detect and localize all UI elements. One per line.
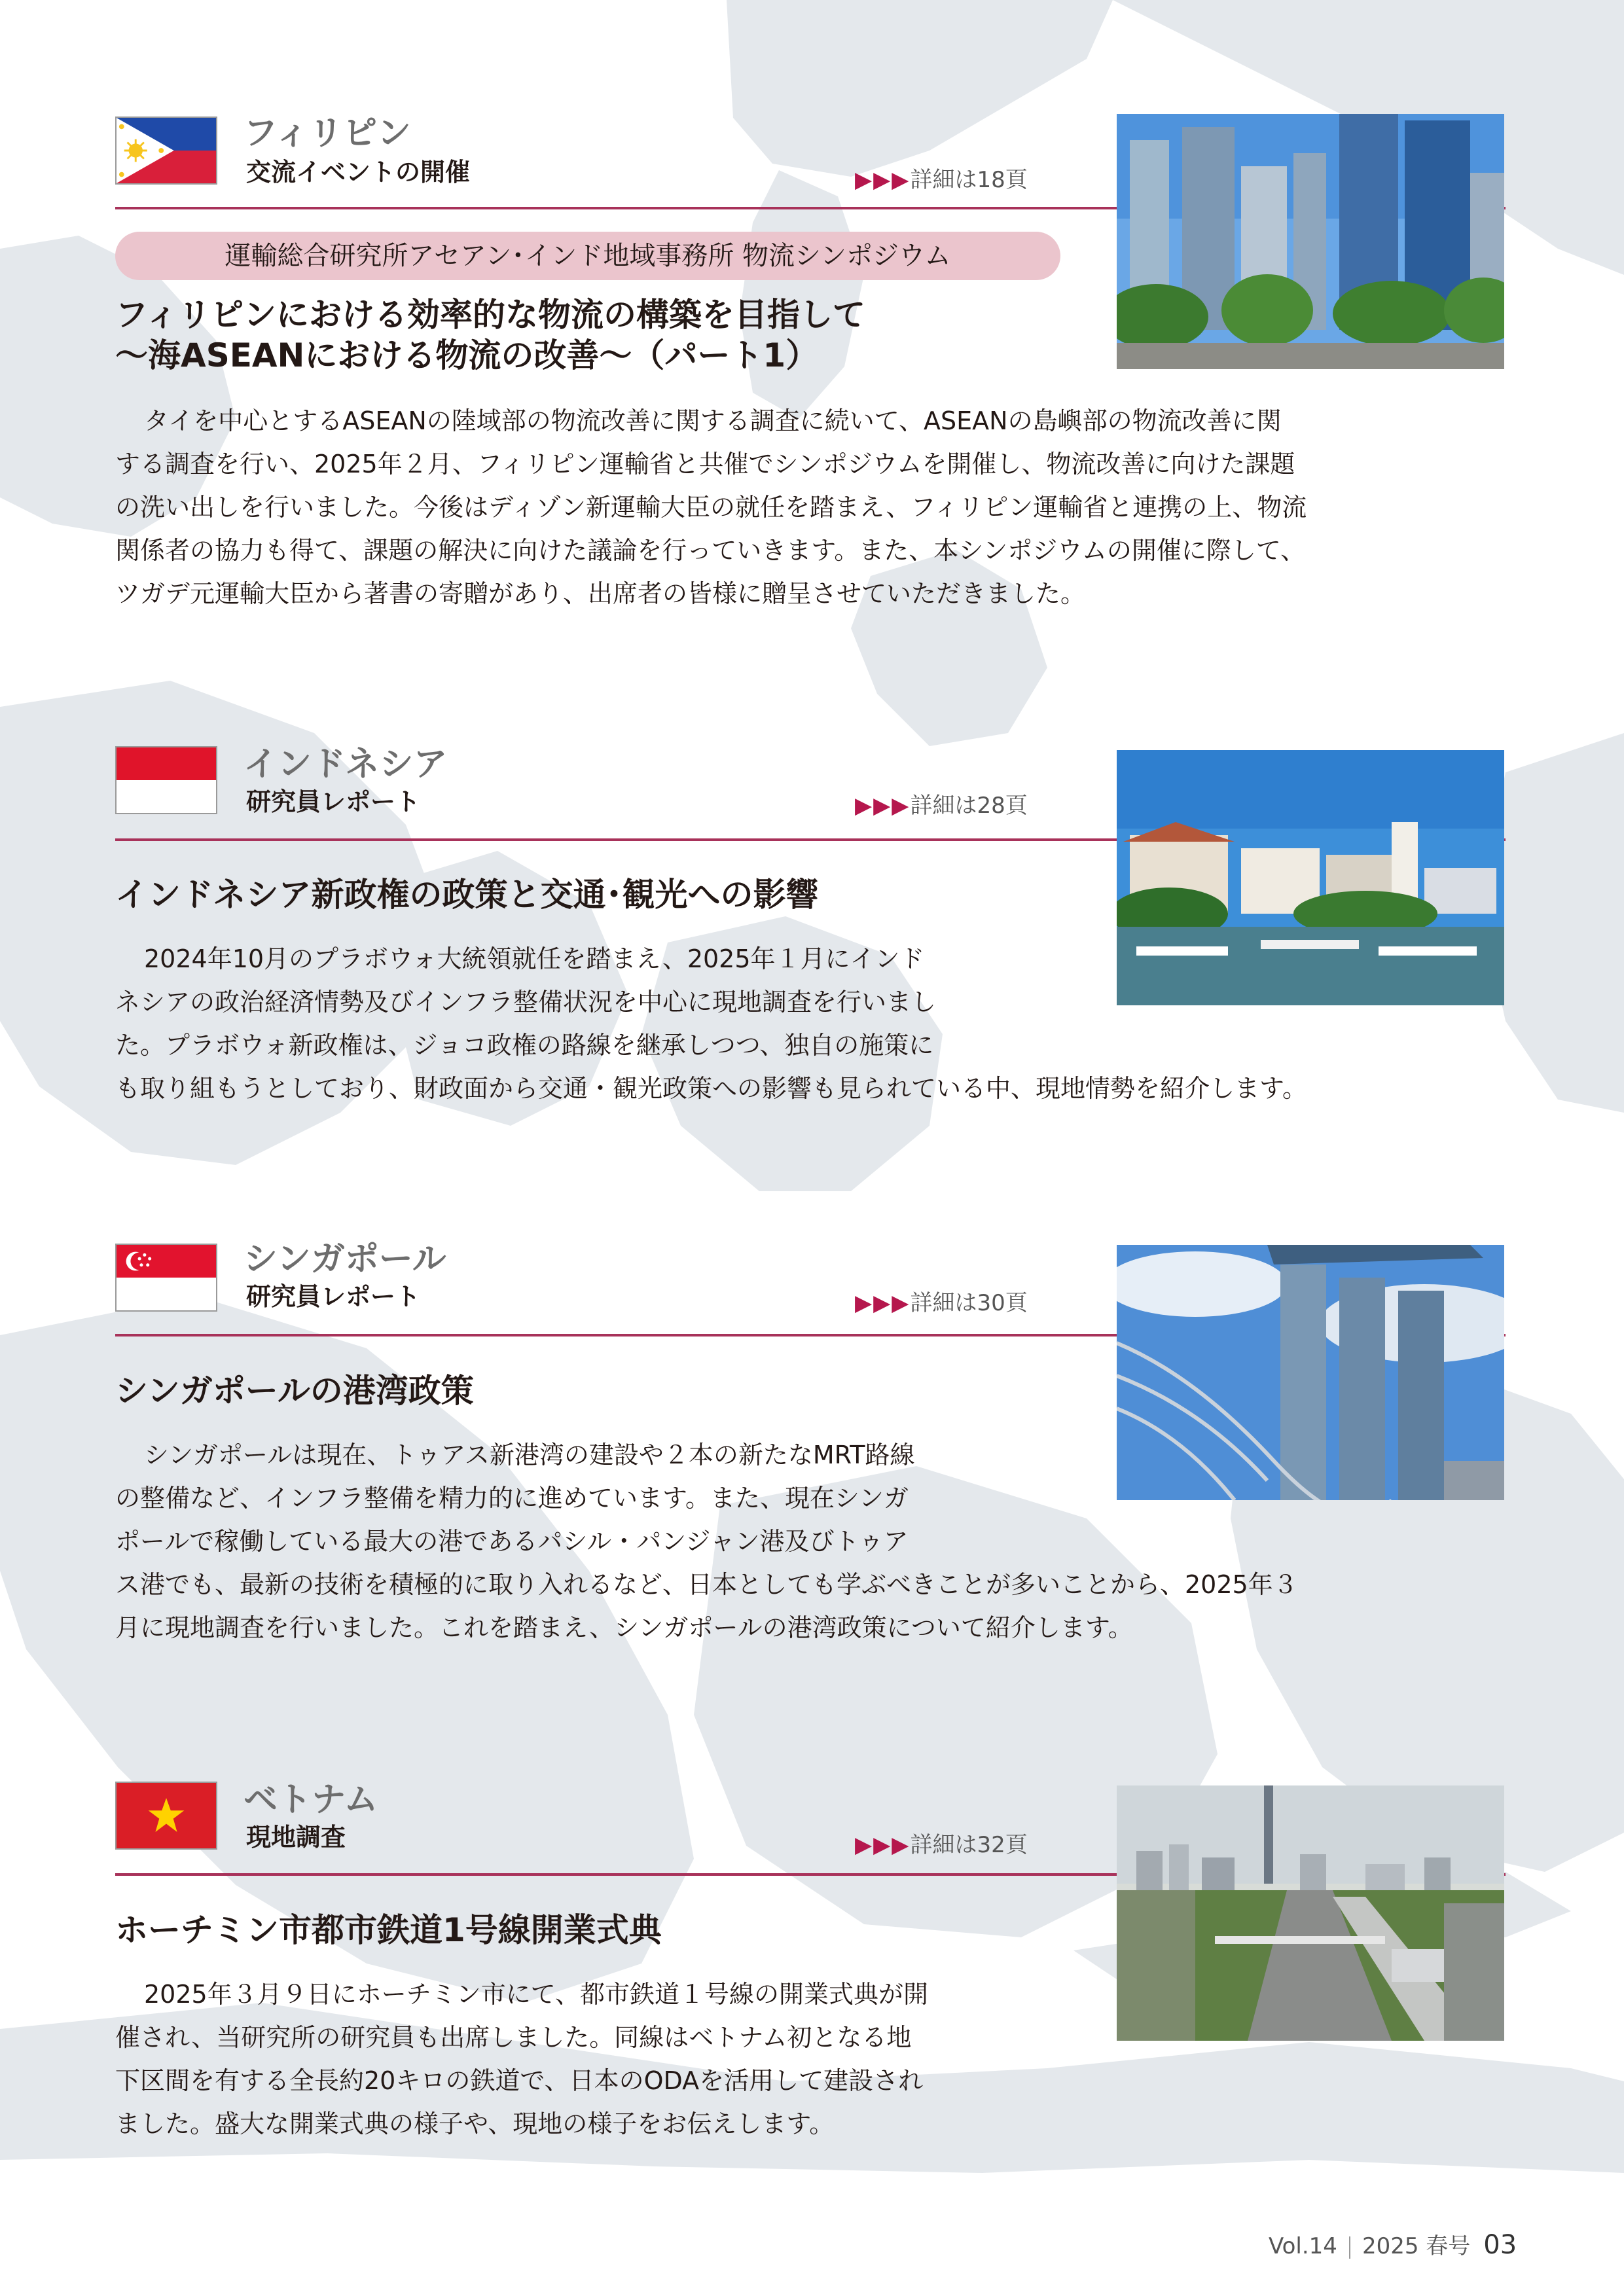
body-line: シンガポールは現在、トゥアス新港湾の建設や２本の新たなMRT路線 xyxy=(144,1441,915,1469)
detail-page-link[interactable] xyxy=(855,795,1071,817)
body-line: ました。盛大な開業式典の様子や、現地の様子をお伝えします。 xyxy=(115,2109,835,2138)
triple-arrow-icon: ▶▶▶ xyxy=(855,167,911,193)
singapore-flag-icon xyxy=(115,1244,217,1312)
detail-page-label: 詳細は18頁 xyxy=(910,167,1028,193)
body-line: の整備など、インフラ整備を精力的に進めています。また、現在シンガ xyxy=(115,1484,909,1513)
footer-divider xyxy=(1349,2236,1350,2259)
section-subtitle: 交流イベントの開催 xyxy=(246,158,471,187)
body-line: も取り組もうとしており、財政面から交通・観光政策への影響も見られている中、現地情勢を紹介します。 xyxy=(115,1074,1307,1103)
body-line: ネシアの政治経済情勢及びインフラ整備状況を中心に現地調査を行いまし xyxy=(115,988,937,1016)
body-line: た。プラボウォ新政権は、ジョコ政権の路線を継承しつつ、独自の施策に xyxy=(115,1031,934,1060)
section-subtitle: 現地調査 xyxy=(246,1823,346,1852)
page-number: 03 xyxy=(1483,2230,1517,2260)
article-body xyxy=(115,1433,1298,1649)
triple-arrow-icon: ▶▶▶ xyxy=(855,1832,911,1858)
triple-arrow-icon: ▶▶▶ xyxy=(855,793,911,819)
article-headline xyxy=(115,1910,662,1950)
country-name: インドネシア xyxy=(244,745,448,784)
body-line: ツガデ元運輸大臣から著書の寄贈があり、出席者の皆様に贈呈させていただきました。 xyxy=(115,579,1086,608)
country-name: シンガポール xyxy=(244,1240,446,1279)
volume-label: Vol.14 xyxy=(1269,2233,1337,2259)
triple-arrow-icon: ▶▶▶ xyxy=(855,1290,911,1316)
headline-line: フィリピンにおける効率的な物流の構築を目指して xyxy=(115,296,865,334)
body-line: 2024年10月のプラボウォ大統領就任を踏まえ、2025年１月にインド xyxy=(144,944,925,973)
body-line: する調査を行い、2025年２月、フィリピン運輸省と共催でシンポジウムを開催し、物流改善に向けた課題 xyxy=(115,450,1295,478)
article-body xyxy=(115,937,1307,1110)
detail-page-link[interactable] xyxy=(855,1292,1071,1314)
headline-line: インドネシア新政権の政策と交通･観光への影響 xyxy=(115,876,819,914)
detail-page-label: 詳細は32頁 xyxy=(910,1832,1028,1858)
section-subtitle: 研究員レポート xyxy=(246,787,421,816)
country-name: フィリピン xyxy=(244,114,411,153)
ho-chi-minh-metro-photo xyxy=(1117,1785,1504,2041)
detail-page-link[interactable] xyxy=(855,169,1071,191)
body-line: 関係者の協力も得て、課題の解決に向けた議論を行っていきます。また、本シンポジウムの開催に際して、 xyxy=(115,536,1306,565)
detail-page-label: 詳細は30頁 xyxy=(910,1290,1028,1316)
body-line: の洗い出しを行いました。今後はディゾン新運輸大臣の就任を踏まえ、フィリピン運輸省と連携の上、物流 xyxy=(115,493,1307,522)
manila-skyline-photo xyxy=(1117,114,1504,369)
article-headline xyxy=(115,295,865,376)
detail-page-link[interactable] xyxy=(855,1834,1071,1856)
article-headline xyxy=(115,874,819,915)
event-name-pill: 運輸総合研究所アセアン･インド地域事務所 物流シンポジウム xyxy=(115,232,1060,280)
headline-line: 〜海ASEANにおける物流の改善〜（パート1） xyxy=(115,336,819,374)
article-headline xyxy=(115,1371,474,1411)
article-body xyxy=(115,399,1307,615)
country-name: ベトナム xyxy=(244,1780,378,1820)
page-footer xyxy=(1269,2228,1517,2260)
headline-line: ホーチミン市都市鉄道1号線開業式典 xyxy=(115,1911,662,1949)
body-line: 下区間を有する全長約20キロの鉄道で、日本のODAを活用して建設され xyxy=(115,2066,924,2095)
philippines-flag-icon xyxy=(115,117,217,185)
body-line: ポールで稼働している最大の港であるパシル・パンジャン港及びトゥア xyxy=(115,1527,909,1556)
section-subtitle: 研究員レポート xyxy=(246,1282,421,1311)
issue-label: 2025 春号 xyxy=(1362,2233,1471,2259)
indonesia-flag-icon xyxy=(115,746,217,814)
body-line: ス港でも、最新の技術を積極的に取り入れるなど、日本としても学ぶべきことが多いことから、2025年３ xyxy=(115,1570,1298,1599)
article-body xyxy=(115,1973,928,2145)
body-line: 2025年３月９日にホーチミン市にて、都市鉄道１号線の開業式典が開 xyxy=(144,1980,928,2009)
detail-page-label: 詳細は28頁 xyxy=(910,793,1028,819)
body-line: 催され、当研究所の研究員も出席しました。同線はベトナム初となる地 xyxy=(115,2023,912,2052)
vietnam-flag-icon xyxy=(115,1782,217,1850)
body-line: タイを中心とするASEANの陸域部の物流改善に関する調査に続いて、ASEANの島嶼部の物流改善に関 xyxy=(144,406,1282,435)
headline-line: シンガポールの港湾政策 xyxy=(115,1372,474,1410)
body-line: 月に現地調査を行いました。これを踏まえ、シンガポールの港湾政策について紹介します。 xyxy=(115,1613,1133,1642)
